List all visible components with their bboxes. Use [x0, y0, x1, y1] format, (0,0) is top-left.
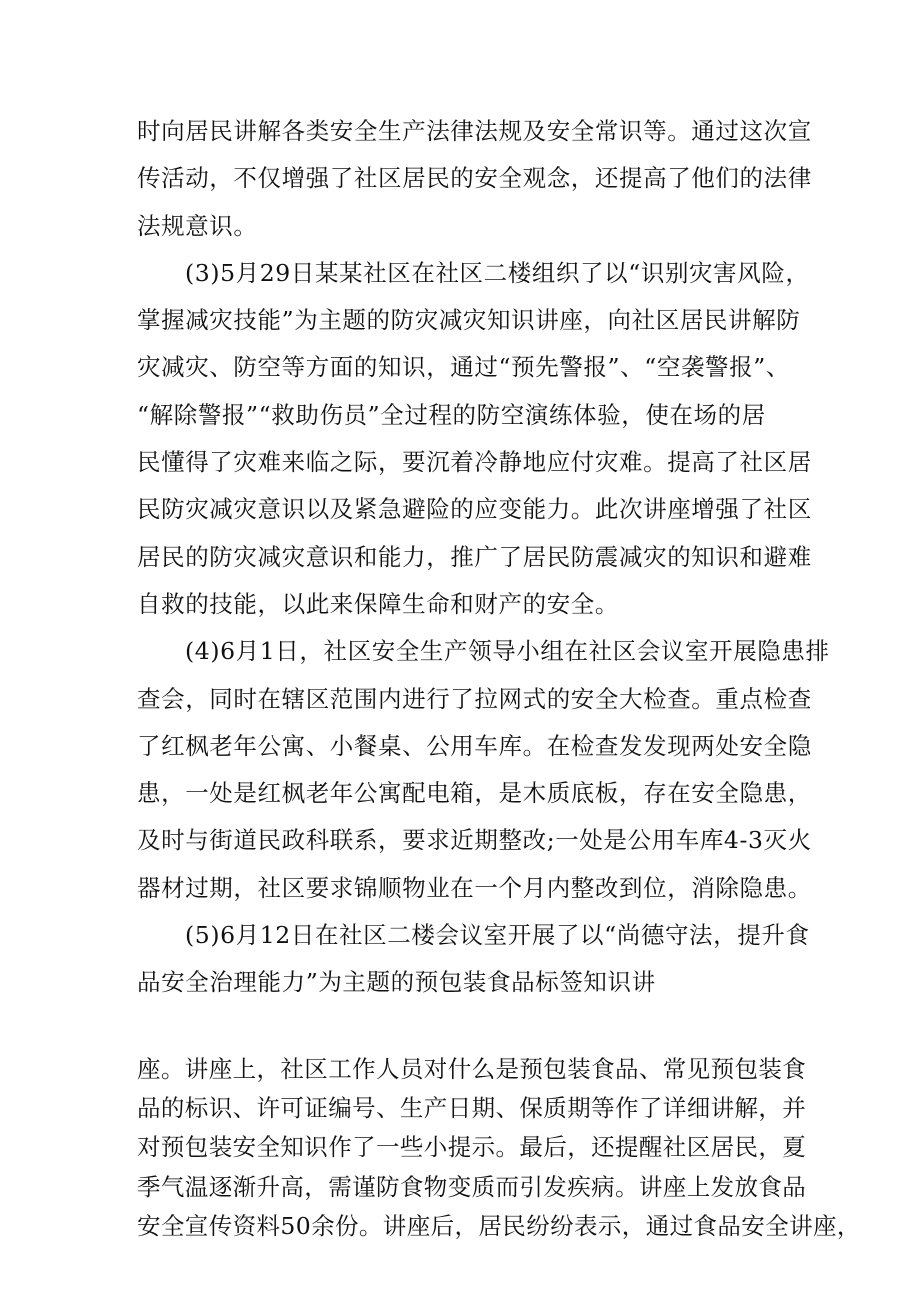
- text-line: 患，一处是红枫老年公寓配电箱，是木质底板，存在安全隐患，: [137, 779, 812, 808]
- text-line: 灾减灾、防空等方面的知识，通过“预先警报”、“空袭警报”、: [137, 353, 790, 382]
- text-line: 品安全治理能力”为主题的预包装食品标签知识讲: [137, 968, 656, 997]
- text-line: 传活动，不仅增强了社区居民的安全观念，还提高了他们的法律: [137, 164, 812, 193]
- text-line: 品的标识、许可证编号、生产日期、保质期等作了详细讲解，并: [137, 1094, 807, 1123]
- text-line: 对预包装安全知识作了一些小提示。最后，还提醒社区居民，夏: [137, 1133, 807, 1162]
- text-line: (3)5月29日某某社区在社区二楼组织了以“识别灾害风险，: [185, 258, 810, 287]
- text-line: 季气温逐渐升高，需谨防食物变质而引发疾病。讲座上发放食品: [137, 1172, 807, 1201]
- text-line: (5)6月12日在社区二楼会议室开展了以“尚德守法，提升食: [185, 921, 810, 950]
- text-line: 自救的技能，以此来保障生命和财产的安全。: [137, 589, 619, 618]
- text-line: 居民的防灾减灾意识和能力，推广了居民防震减灾的知识和避难: [137, 542, 812, 571]
- text-line: 了红枫老年公寓、小餐桌、公用车库。在检查发发现两处安全隐: [137, 731, 812, 760]
- text-line: 查会，同时在辖区范围内进行了拉网式的安全大检查。重点检查: [137, 684, 812, 713]
- text-line: 及时与街道民政科联系，要求近期整改;一处是公用车库4-3灭火: [137, 826, 812, 855]
- text-line: 民防灾减灾意识以及紧急避险的应变能力。此次讲座增强了社区: [137, 495, 812, 524]
- text-line: 民懂得了灾难来临之际，要沉着冷静地应付灾难。提高了社区居: [137, 448, 812, 477]
- text-line: “解除警报”“救助伤员”全过程的防空演练体验，使在场的居: [137, 400, 766, 429]
- document-body-upper: [137, 108, 830, 1007]
- text-line: 安全宣传资料50余份。讲座后，居民纷纷表示，通过食品安全讲座，: [137, 1211, 861, 1240]
- text-line: (4)6月1日，社区安全生产领导小组在社区会议室开展隐患排: [185, 637, 830, 666]
- text-line: 座。讲座上，社区工作人员对什么是预包装食品、常见预包装食: [137, 1055, 807, 1083]
- text-line: 时向居民讲解各类安全生产法律法规及安全常识等。通过这次宣: [137, 117, 812, 145]
- text-line: 法规意识。: [137, 211, 258, 240]
- text-line: 器材过期，社区要求锦顺物业在一个月内整改到位，消除隐患。: [137, 873, 812, 902]
- text-line: 掌握减灾技能”为主题的防灾减灾知识讲座，向社区居民讲解防: [137, 306, 801, 335]
- document-body-lower: [137, 1050, 861, 1246]
